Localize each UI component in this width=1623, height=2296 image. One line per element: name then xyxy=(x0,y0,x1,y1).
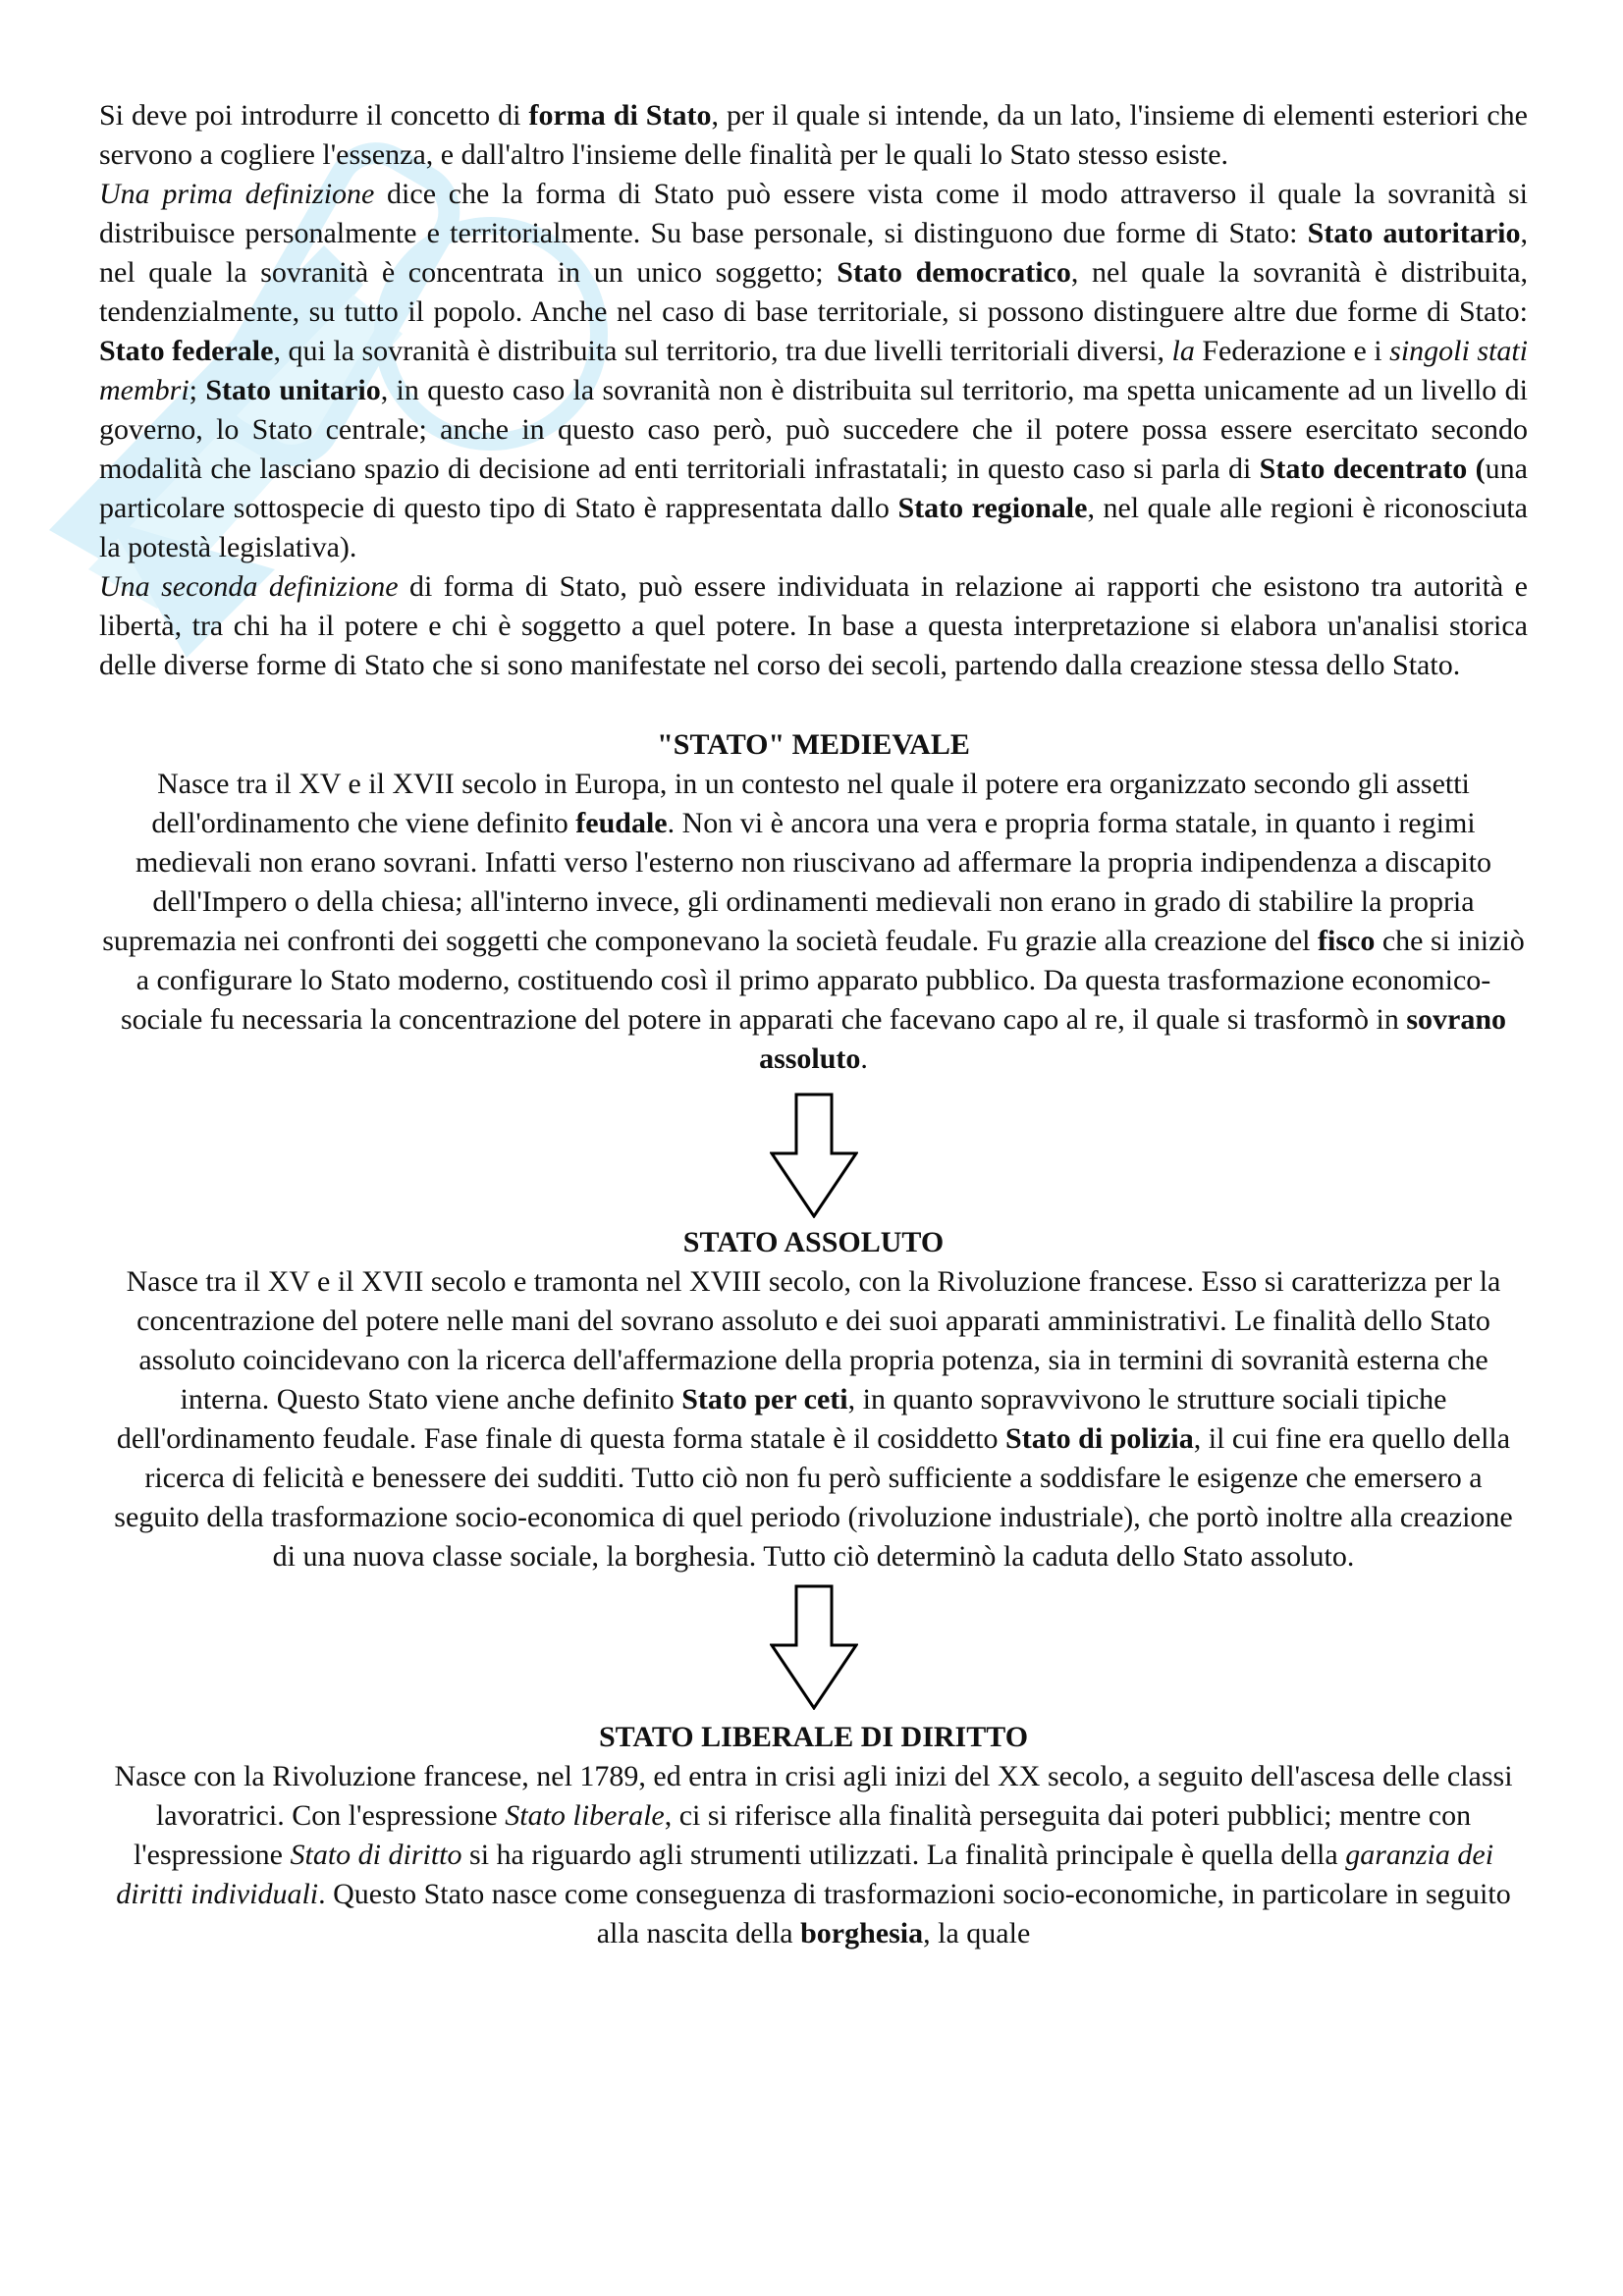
section-title-medievale: "STATO" MEDIEVALE xyxy=(657,728,970,761)
section-body-medievale: Nasce tra il XV e il XVII secolo in Europa, in un contesto nel quale il potere era organizzato secondo gli assetti dell'ordinamento che viene definito feudale. Non vi è ancora una vera e propria forma statale, in quanto i regimi medievali non erano sovrani. Infatti verso l'esterno non riuscivano ad affermare la propria indipendenza a discapito dell'Impero o della chiesa; all'interno invece, gli ordinamenti medievali non erano in grado di stabilire la propria supremazia nei confronti dei soggetti che componevano la società feudale. Fu grazie alla creazione del fisco che si iniziò a configurare lo Stato moderno, costituendo così il primo apparato pubblico. Da questa trasformazione economico-sociale fu necessaria la concentrazione del potere in apparati che facevano capo al re, il quale si trasformò in sovrano assoluto. xyxy=(102,768,1525,1075)
intro-paragraph-3: Una seconda definizione di forma di Stato, può essere individuata in relazione ai rapporti che esistono tra autorità e libertà, tra chi ha il potere e chi è soggetto a quel potere. In base a questa interpretazione si elabora un'analisi storica delle diverse forme di Stato che si sono manifestate nel corso dei secoli, partendo dalla creazione stessa dello Stato. xyxy=(99,570,1528,681)
down-arrow-icon xyxy=(770,1093,858,1218)
document-page xyxy=(99,96,1528,1953)
section-body-liberale: Nasce con la Rivoluzione francese, nel 1789, ed entra in crisi agli inizi del XX secolo, a seguito dell'ascesa delle classi lavoratrici. Con l'espressione Stato liberale, ci si riferisce alla finalità perseguita dai poteri pubblici; mentre con l'espressione Stato di diritto si ha riguardo agli strumenti utilizzati. La finalità principale è quella della garanzia dei diritti individuali. Questo Stato nasce come conseguenza di trasformazioni socio-economiche, in particolare in seguito alla nascita della borghesia, la quale xyxy=(114,1760,1513,1949)
section-title-assoluto: STATO ASSOLUTO xyxy=(682,1226,945,1258)
down-arrow-icon xyxy=(770,1584,858,1710)
section-title-liberale: STATO LIBERALE DI DIRITTO xyxy=(598,1721,1029,1753)
intro-paragraph-1: Si deve poi introdurre il concetto di forma di Stato, per il quale si intende, da un lato, l'insieme di elementi esteriori che servono a cogliere l'essenza, e dall'altro l'insieme delle finalità per le quali lo Stato stesso esiste. xyxy=(99,99,1528,171)
intro-paragraph-2: Una prima definizione dice che la forma di Stato può essere vista come il modo attraverso il quale la sovranità si distribuisce personalmente e territorialmente. Su base personale, si distinguono due forme di Stato: Stato autoritario, nel quale la sovranità è concentrata in un unico soggetto; Stato democratico, nel quale la sovranità è distribuita, tendenzialmente, su tutto il popolo. Anche nel caso di base territoriale, si possono distinguere altre due forme di Stato: Stato federale, qui la sovranità è distribuita sul territorio, tra due livelli territoriali diversi, la Federazione e i singoli stati membri; Stato unitario, in questo caso la sovranità non è distribuita sul territorio, ma spetta unicamente ad un livello di governo, lo Stato centrale; anche in questo caso però, può succedere che il potere possa essere esercitato secondo modalità che lasciano spazio di decisione ad enti territoriali infrastatali; in questo caso si parla di Stato decentrato (una particolare sottospecie di questo tipo di Stato è rappresentata dallo Stato regionale, nel quale alle regioni è riconosciuta la potestà legislativa). xyxy=(99,178,1529,563)
section-body-assoluto: Nasce tra il XV e il XVII secolo e tramonta nel XVIII secolo, con la Rivoluzione francese. Esso si caratterizza per la concentrazione del potere nelle mani del sovrano assoluto e dei suoi apparati amministrativi. Le finalità dello Stato assoluto coincidevano con la ricerca dell'affermazione della propria potenza, sia in termini di sovranità esterna che interna. Questo Stato viene anche definito Stato per ceti, in quanto sopravvivono le strutture sociali tipiche dell'ordinamento feudale. Fase finale di questa forma statale è il cosiddetto Stato di polizia, il cui fine era quello della ricerca di felicità e benessere dei sudditi. Tutto ciò non fu però sufficiente a soddisfare le esigenze che emersero a seguito della trasformazione socio-economica di quel periodo (rivoluzione industriale), che portò inoltre alla creazione di una nuova classe sociale, la borghesia. Tutto ciò determinò la caduta dello Stato assoluto. xyxy=(114,1265,1513,1573)
